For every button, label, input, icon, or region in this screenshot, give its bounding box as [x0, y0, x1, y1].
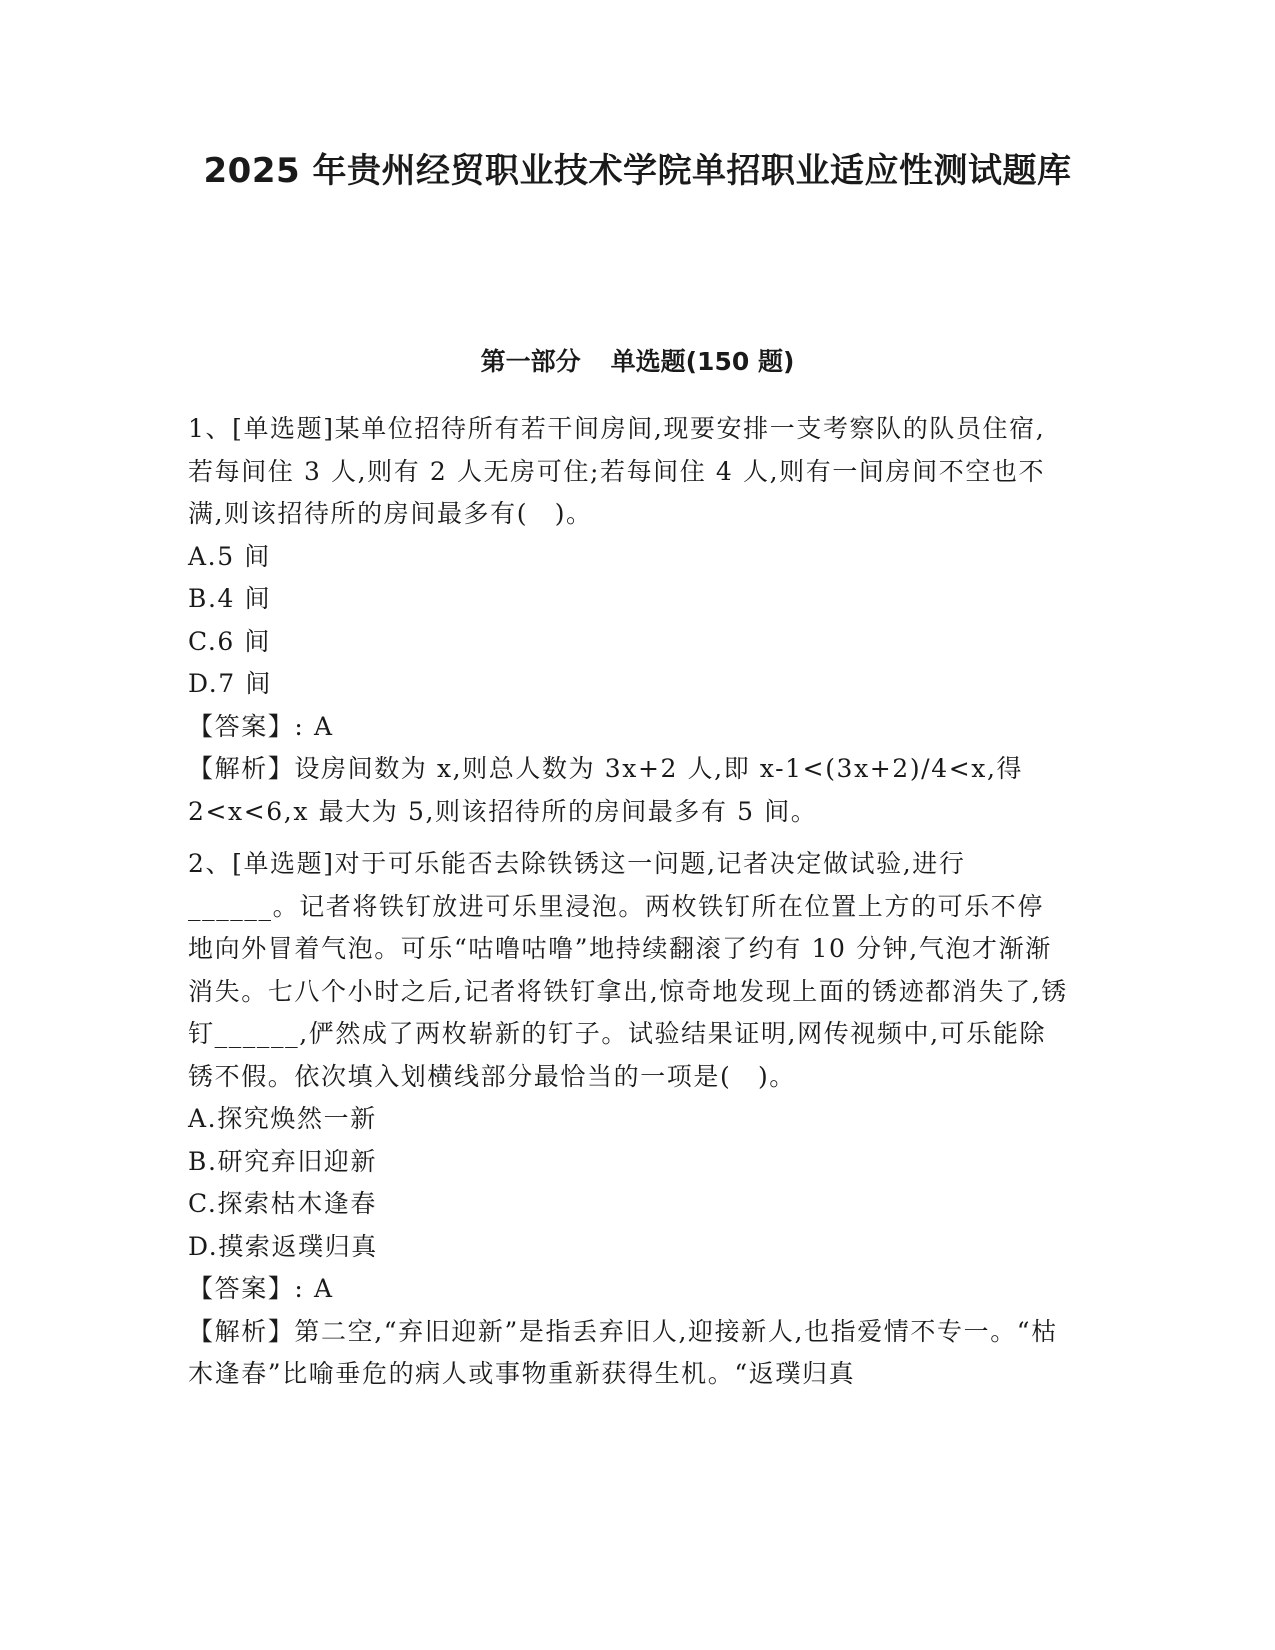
answer-label: 【答案】 — [188, 1274, 295, 1303]
explanation-label: 【解析】 — [188, 1316, 295, 1346]
option-b: B.研究弃旧迎新 — [188, 1146, 378, 1176]
answer-separator: : — [294, 711, 314, 741]
question-1 — [188, 408, 1068, 833]
answer-line — [188, 706, 1068, 749]
question-stem: 1、[单选题]某单位招待所有若干间房间,现要安排一支考察队的队员住宿,若每间住 3 人,则有 2 人无房可住;若每间住 4 人,则有一间房间不空也不满,则该招待所的房间最多有( )。 — [188, 414, 1046, 528]
answer-line — [188, 1268, 1068, 1311]
section-part: 第一部分 — [480, 347, 581, 376]
option-a: A.5 间 — [188, 541, 271, 571]
question-stem: 2、[单选题]对于可乐能否去除铁锈这一问题,记者决定做试验,进行______。记者将铁钉放进可乐里浸泡。两枚铁钉所在位置上方的可乐不停地向外冒着气泡。可乐“咕噜咕噜”地持续翻滚了约有 10 分钟,气泡才渐渐消失。七八个小时之后,记者将铁钉拿出,惊奇地发现上面的锈迹都消失了,锈钉______,俨然成了两枚崭新的钉子。试验结果证明,网传视频中,可乐能除锈不假。依次填入划横线部分最恰当的一项是( )。 — [188, 849, 1068, 1091]
explanation-line — [188, 748, 1068, 833]
explanation-line — [188, 1311, 1068, 1396]
question-2 — [188, 843, 1068, 1396]
option-a: A.探究焕然一新 — [188, 1104, 377, 1133]
option-b: B.4 间 — [188, 584, 272, 613]
option-d: D.摸索返璞归真 — [188, 1231, 378, 1261]
explanation-text: 设房间数为 x,则总人数为 3x+2 人,即 x-1<(3x+2)/4<x,得 2<x<6,x 最大为 5,则该招待所的房间最多有 5 间。 — [188, 754, 1024, 826]
answer-value: A — [313, 1274, 334, 1303]
answer-separator: : — [294, 1274, 314, 1303]
section-heading — [180, 344, 1095, 380]
answer-label: 【答案】 — [188, 711, 295, 741]
section-name: 单选题(150 题) — [610, 347, 795, 376]
question-list — [188, 408, 1068, 1396]
answer-value: A — [313, 711, 334, 741]
option-c: C.探索枯木逢春 — [188, 1189, 377, 1218]
explanation-text: 第二空,“弃旧迎新”是指丢弃旧人,迎接新人,也指爱情不专一。“枯木逢春”比喻垂危的病人或事物重新获得生机。“返璞归真 — [188, 1316, 1058, 1388]
option-c: C.6 间 — [188, 626, 272, 656]
option-d: D.7 间 — [188, 669, 272, 698]
document-title: 2025 年贵州经贸职业技术学院单招职业适应性测试题库 — [203, 151, 1072, 191]
explanation-label: 【解析】 — [188, 754, 295, 783]
